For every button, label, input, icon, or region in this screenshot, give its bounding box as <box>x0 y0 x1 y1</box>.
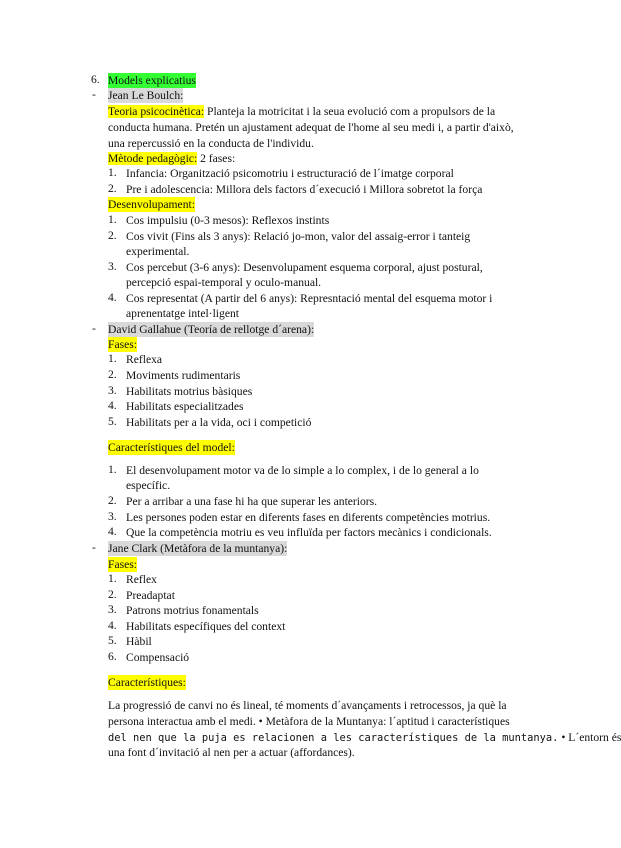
list-number: 1. <box>108 572 117 585</box>
clark-paragraph-line3 <box>108 730 621 746</box>
list-item-continuation: experimental. <box>126 245 190 258</box>
gallahue-features-label: Característiques del model: <box>108 441 235 454</box>
method-text: 2 fases: <box>197 152 236 165</box>
list-item: Patrons motrius fonamentals <box>126 604 259 617</box>
theory-text-2: conducta humana. Pretén un ajustament adequat de l'home al seu medi i, a partir d'això, <box>108 121 514 134</box>
list-number: 1. <box>108 213 117 226</box>
list-number: 2. <box>108 368 117 381</box>
list-item: Habilitats motrius bàsiques <box>126 385 253 398</box>
list-number: 5. <box>108 634 117 647</box>
clark-paragraph-line3-rest: • L´entorn és <box>558 731 621 744</box>
list-item-continuation: percepció espai-temporal y oculo-manual. <box>126 276 322 289</box>
list-item: Habilitats per a la vida, oci i competició <box>126 416 312 429</box>
list-number: 2. <box>108 494 117 507</box>
list-number: 6. <box>108 650 117 663</box>
author-le-boulch: Jean Le Boulch: <box>108 89 184 102</box>
gallahue-phases-label: Fases: <box>108 338 137 351</box>
theory-label: Teoria psicocinètica: <box>108 105 205 118</box>
method-line <box>108 151 235 166</box>
bullet-gallahue: - <box>92 322 96 335</box>
list-number: 1. <box>108 166 117 179</box>
theory-paragraph-line1 <box>108 104 495 119</box>
list-item: Que la competència motriu es veu influïda per factors mecànics i condicionals. <box>126 526 492 539</box>
list-number: 4. <box>108 619 117 632</box>
list-number: 3. <box>108 384 117 397</box>
list-number: 2. <box>108 588 117 601</box>
clark-features-label: Característiques: <box>108 676 186 689</box>
list-item: Reflex <box>126 573 157 586</box>
list-number: 1. <box>108 352 117 365</box>
list-item: Reflexa <box>126 353 163 366</box>
theory-text-3: una repercussió en la conducta de l'individu. <box>108 137 314 150</box>
list-item-continuation: aprenentatge intel·ligent <box>126 307 239 320</box>
list-item: Preadaptat <box>126 589 175 602</box>
list-number: 3. <box>108 510 117 523</box>
list-number: 4. <box>108 291 117 304</box>
list-item: Cos vivit (Fins als 3 anys): Relació jo-mon, valor del assaig-error i tanteig <box>126 230 471 243</box>
list-item-continuation: específic. <box>126 479 171 492</box>
list-number: 2. <box>108 182 117 195</box>
list-item: Cos representat (A partir del 6 anys): Represntació mental del esquema motor i <box>126 292 493 305</box>
author-clark: Jane Clark (Metàfora de la muntanya): <box>108 542 288 555</box>
list-number: 5. <box>108 415 117 428</box>
section-number: 6. <box>91 73 100 86</box>
list-item: Compensació <box>126 651 190 664</box>
list-item: Moviments rudimentaris <box>126 369 241 382</box>
clark-paragraph-line2: persona interactua amb el medi. • Metàfora de la Muntanya: l´aptitud i característiques <box>108 715 510 728</box>
clark-phases-label: Fases: <box>108 558 137 571</box>
list-item: Cos impulsiu (0-3 mesos): Reflexos instints <box>126 214 330 227</box>
list-item: Habilitats especialitzades <box>126 400 244 413</box>
clark-paragraph-line4: una font d´invitació al nen per a actuar (affordances). <box>108 746 355 759</box>
method-label: Mètode pedagògic: <box>108 152 198 165</box>
list-item: Cos percebut (3-6 anys): Desenvolupament esquema corporal, ajust postural, <box>126 261 483 274</box>
list-number: 3. <box>108 603 117 616</box>
clark-paragraph-line3-mono: del nen que la puja es relacionen a les característiques de la muntanya. <box>108 732 559 744</box>
list-item: Habilitats específiques del context <box>126 620 286 633</box>
list-item: Hàbil <box>126 635 152 648</box>
list-number: 3. <box>108 260 117 273</box>
author-gallahue: David Gallahue (Teoría de rellotge d´arena): <box>108 323 315 336</box>
section-title: Models explicatius <box>108 74 196 87</box>
bullet-clark: - <box>92 541 96 554</box>
list-item: Les persones poden estar en diferents fases en diferents competències motrius. <box>126 511 491 524</box>
list-number: 4. <box>108 399 117 412</box>
list-item: El desenvolupament motor va de lo simple a lo complex, i de lo general a lo <box>126 464 479 477</box>
development-label: Desenvolupament: <box>108 198 195 211</box>
list-number: 1. <box>108 463 117 476</box>
list-item: Per a arribar a una fase hi ha que superar les anteriors. <box>126 495 378 508</box>
theory-text-1: Planteja la motricitat i la seua evolució com a propulsors de la <box>204 105 496 118</box>
list-item: Pre i adolescencia: Millora dels factors d´execució i Millora sobretot la força <box>126 183 483 196</box>
clark-paragraph-line1: La progressió de canvi no és lineal, té moments d´avançaments i retrocessos, ja què la <box>108 699 507 712</box>
bullet-le-boulch: - <box>92 88 96 101</box>
list-item: Infancia: Organització psicomotriu i estructuració de l´imatge corporal <box>126 167 454 180</box>
list-number: 2. <box>108 229 117 242</box>
list-number: 4. <box>108 525 117 538</box>
